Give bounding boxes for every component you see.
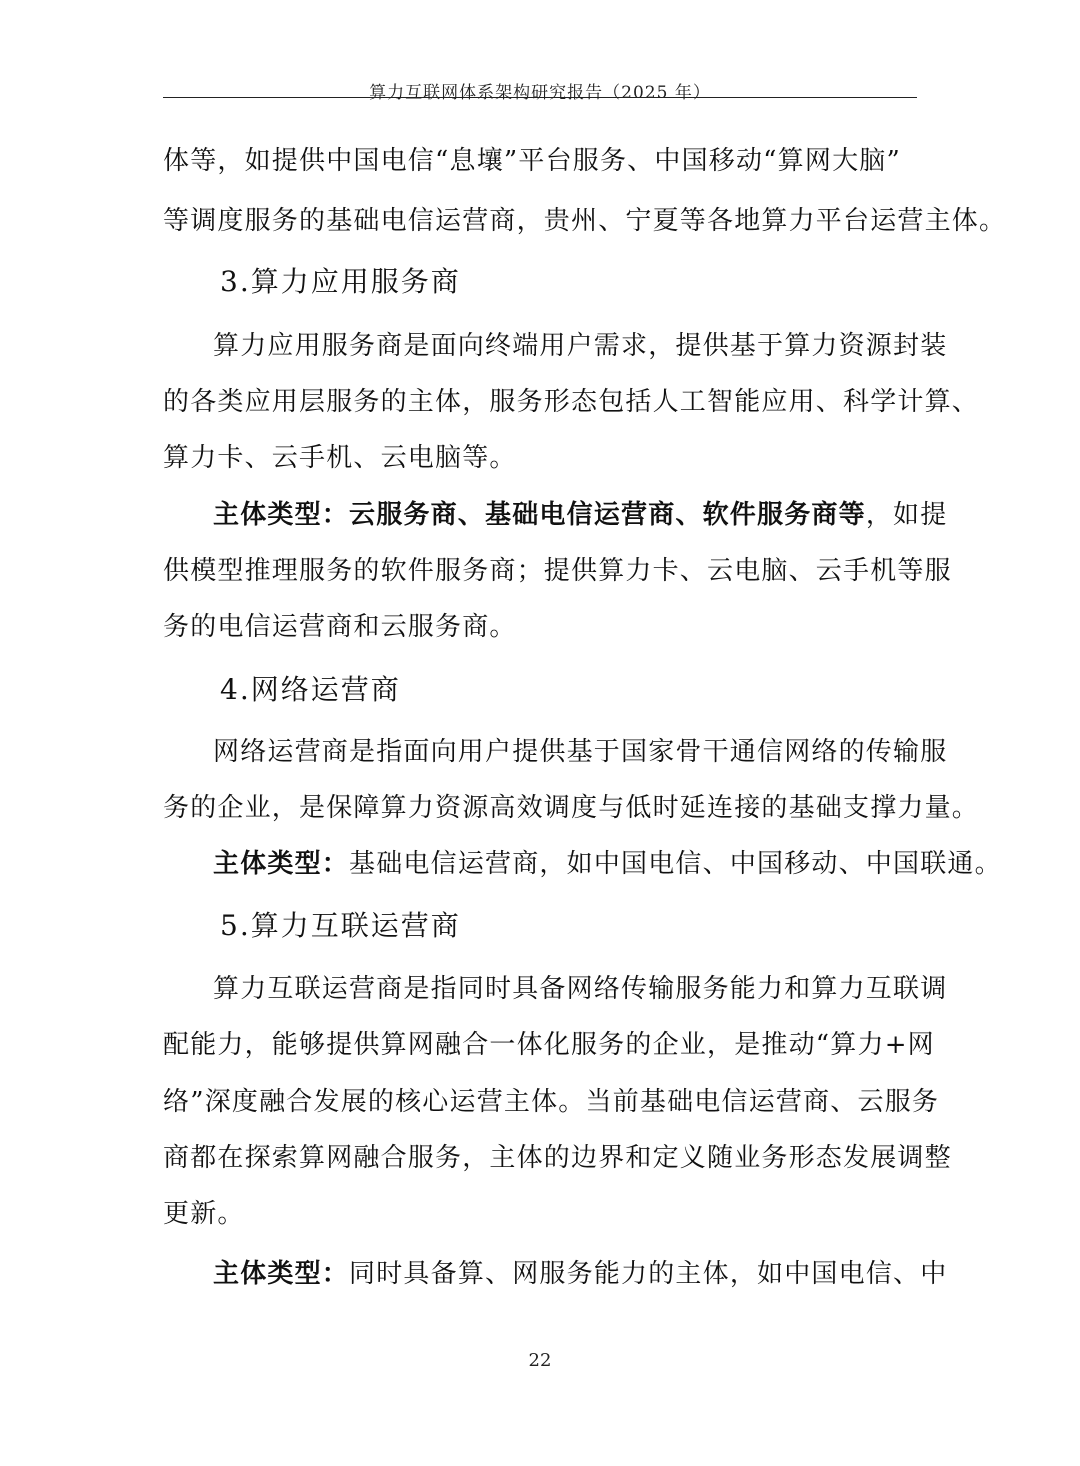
entity-type-label: 主体类型：	[213, 849, 350, 879]
paragraph-line: 商都在探索算网融合服务，主体的边界和定义随业务形态发展调整	[163, 1143, 952, 1173]
paragraph-line: 供模型推理服务的软件服务商；提供算力卡、云电脑、云手机等服	[163, 556, 952, 586]
header-divider	[163, 97, 917, 98]
paragraph-line: 体等，如提供中国电信“息壤”平台服务、中国移动“算网大脑”	[163, 146, 901, 176]
entity-type-line	[213, 843, 1002, 880]
paragraph-line: 算力卡、云手机、云电脑等。	[163, 443, 517, 473]
paragraph-line: 务的电信运营商和云服务商。	[163, 612, 517, 642]
paragraph-line: 算力互联运营商是指同时具备网络传输服务能力和算力互联调	[213, 974, 948, 1004]
paragraph-line: 算力应用服务商是面向终端用户需求，提供基于算力资源封装	[213, 331, 948, 361]
section-heading-5: 5.算力互联运营商	[220, 909, 461, 942]
paragraph-line: 配能力，能够提供算网融合一体化服务的企业，是推动“算力+网	[163, 1030, 935, 1060]
entity-type-label: 主体类型：	[213, 1259, 350, 1289]
paragraph-line: 更新。	[163, 1199, 245, 1229]
paragraph-line: 务的企业，是保障算力资源高效调度与低时延连接的基础支撑力量。	[163, 793, 980, 823]
paragraph-line: 等调度服务的基础电信运营商，贵州、宁夏等各地算力平台运营主体。	[163, 206, 1007, 236]
entity-type-text: 同时具备算、网服务能力的主体，如中国电信、中	[349, 1259, 948, 1289]
entity-type-line	[213, 494, 947, 531]
paragraph-line: 网络运营商是指面向用户提供基于国家骨干通信网络的传输服	[213, 737, 948, 767]
section-heading-3: 3.算力应用服务商	[220, 265, 461, 298]
running-header: 算力互联网体系架构研究报告（2025 年）	[369, 83, 711, 103]
page-number: 22	[528, 1350, 552, 1371]
entity-type-line	[213, 1253, 947, 1290]
paragraph-line: 的各类应用层服务的主体，服务形态包括人工智能应用、科学计算、	[163, 387, 980, 417]
entity-type-text: 基础电信运营商，如中国电信、中国移动、中国联通。	[349, 849, 1002, 879]
paragraph-line: 络”深度融合发展的核心运营主体。当前基础电信运营商、云服务	[163, 1087, 940, 1117]
entity-type-text: ，如提	[865, 500, 948, 530]
section-heading-4: 4.网络运营商	[220, 673, 401, 706]
entity-type-label: 主体类型：云服务商、基础电信运营商、软件服务商等	[213, 500, 866, 530]
